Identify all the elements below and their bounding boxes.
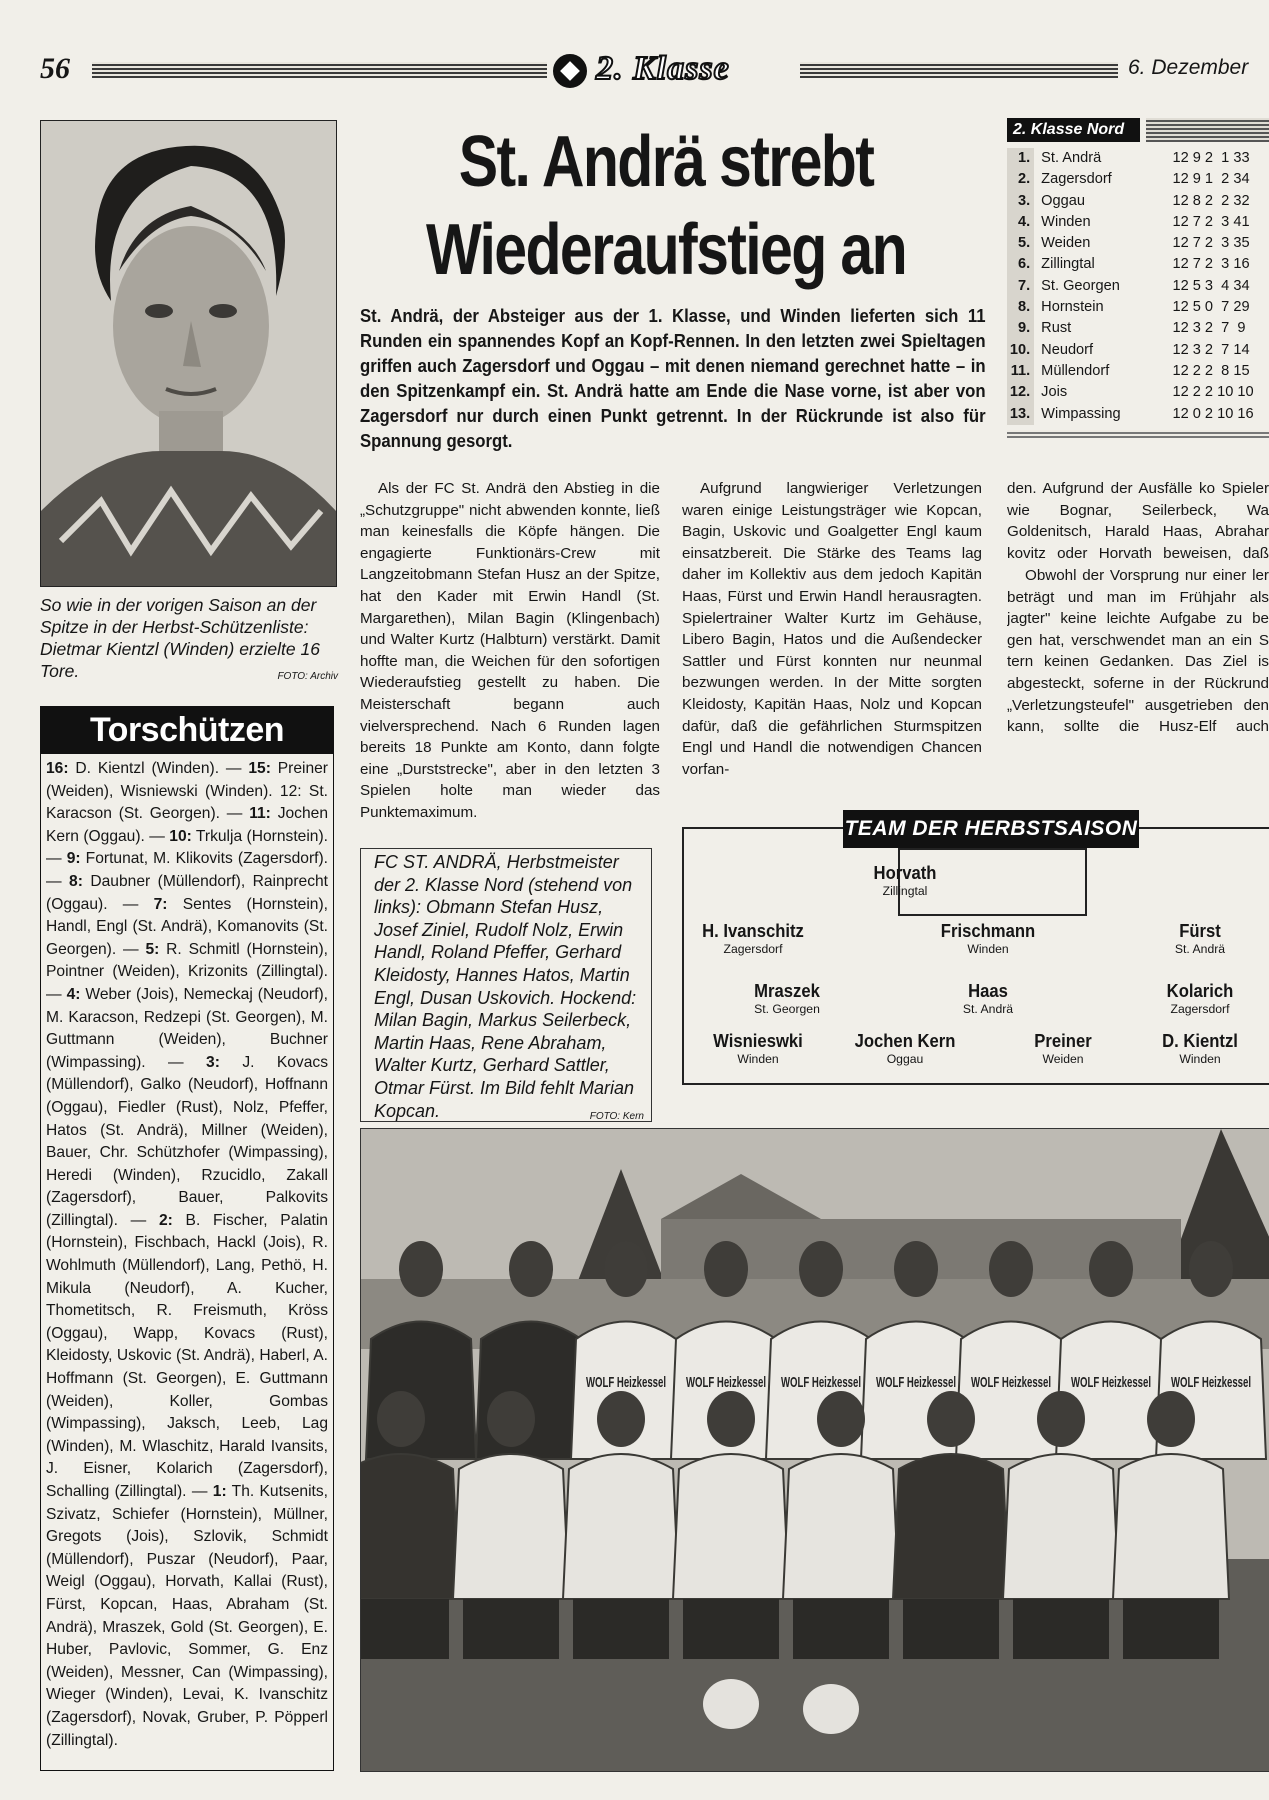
article-headline [412,118,920,294]
scorers-list: 16: D. Kientzl (Winden). — 15: Preiner (Weiden), Wisniewski (Winden). 12: St. Karacson (St. Georgen). — 11: Jochen Kern (Oggau). — 10: Trkulja (Hornstein). — 9: Fortunat, M. Klikovits (Zagersdorf). — 8: Daubner (Müllendorf), Rainprecht (Oggau). — 7: Sentes (Hornstein), Handl, Engl (St. Andrä), Komanovits (St. Georgen). — 5: R. Schmitl (Hornstein), Pointner (Weiden), Krizonits (Zillingtal). — 4: Weber (Jois), Nemeckaj (Neudorf), M. Karacson, Redzepi (St. Georgen), M. Guttmann (Weiden), Buchner (Wimpassing). — 3: J. Kovacs (Müllendorf), Galko (Neudorf), Hoffnann (Oggau), Fiedler (Rust), Nolz, Pfeffer, Hatos (St. Andrä), Millner (Weiden), Bauer, Chr. Schützhofer (Wimpassing), Heredi (Winden), Rzucidlo, Zakall (Zagersdorf), Bauer, Palkovits (Zillingtal). — 2: B. Fischer, Palatin (Hornstein), Fischbach, Hackl (Jois), R. Wohlmuth (Müllendorf), Lang, Pethö, H. Mikula (Neudorf), A. Kucher, Thometitsch, R. Freismuth, Kröss (Oggau), Wapp, Kovacs (Rust), Kleidosty, Uskovic (St. Andrä), Haberl, A. Hoffmann (St. Georgen), E. Guttmann (Weiden), Koller, Gombas (Wimpassing), Jaksch, Leeb, Lag (Winden), M. Wlaschitz, Harald Ivansits, J. Eisner, Kolarich (Zagersdorf), Schalling (Zillingtal). — 1: Th. Kutsenits, Szivatz, Schiefer (Hornstein), Müllner, Gregots (Jois), Szlovik, Schmidt (Müllendorf), Puszar (Neudorf), Paar, Weigl (Oggau), Horvath, Kallai (Rust), Fürst, Kopcan, Haas, Abraham (St. Andrä), Mraszek, Gold (St. Georgen), E. Huber, Pavlovic, Sommer, G. Enz (Weiden), Messner, Can (Wimpassing), Wieger (Winden), Levai, K. Ivanschitz (Zagersdorf), Novak, Gruber, P. Pöpperl (Zillingtal). [46,760,329,1749]
page-number: 56 [40,52,70,85]
lineup-player-club: Weiden [1042,1052,1084,1066]
svg-text:WOLF Heizkessel: WOLF Heizkessel [971,1374,1051,1391]
team-of-season-title: TEAM DER HERBSTSAISON [843,810,1139,848]
lineup-player-name: Haas [968,980,1008,1001]
team-photo-credit: FOTO: Kern [589,1110,644,1122]
lineup-player-club: St. Andrä [1174,942,1226,956]
svg-text:WOLF Heizkessel: WOLF Heizkessel [781,1374,861,1391]
svg-text:WOLF Heizkessel: WOLF Heizkessel [1071,1374,1151,1391]
standings-rank: 5. [1007,233,1034,254]
standings-rank: 10. [1007,340,1034,361]
lineup-player-club: Winden [737,1052,779,1066]
standings-rank: 6. [1007,254,1034,275]
standings-team: Rust [1041,320,1072,337]
lineup-player [1115,980,1269,1017]
lineup-player [903,980,1073,1017]
standings-row [1007,169,1269,190]
standings-rank: 8. [1007,297,1034,318]
section-title: 2. Klasse [596,50,730,87]
standings-bottom-rule [1007,430,1269,438]
standings-rank: 11. [1007,361,1034,382]
standings-row [1007,212,1269,233]
portrait-photo [40,120,337,587]
standings-result: 12 3 2 7 14 [1172,341,1250,358]
standings-team: Jois [1041,384,1068,401]
portrait-caption [40,594,338,688]
lineup-player-club: Zillingtal [882,884,928,898]
lineup-player-name: Jochen Kern [854,1030,956,1051]
photo-caption [374,851,644,1128]
standings-result: 12 9 2 1 33 [1172,150,1250,166]
standings-row [1007,148,1269,169]
lineup-player [820,862,990,899]
article-column-2: Aufgrund langwieriger Verletzungen waren einige Leistungsträger wie Kopcan, Bagin, Uskovic und Goalgetter Engl kaum einsatzbereit. Die Stärke des Teams lag daher im Kollektiv aus dem jedoch Kapitän Haas, Fürst und Erwin Handl herausragten. Spielertrainer Walter Kurtz im Gehäuse, Libero Bagin, Hatos und die Außendecker Sattler und Fürst konnten nur neunmal bezwungen werden. In der Mitte sorgten Kleidosty, Kapitän Haas, Nolz und Kopcan dafür, daß die gefährlichen Sturmspitzen Engl und Handl die notwendigen Chancen vorfan- [682,480,982,778]
standings-result: 12 8 2 2 32 [1172,192,1250,209]
svg-text:WOLF Heizkessel: WOLF Heizkessel [686,1374,766,1391]
standings-team: Oggau [1041,192,1085,209]
standings-team: Zagersdorf [1041,171,1112,188]
lineup-player-club: St. Georgen [754,1002,820,1016]
issue-date: 6. Dezember [1128,56,1249,79]
portrait-photo-credit: FOTO: Archiv [277,671,338,682]
standings-row [1007,233,1269,254]
article-column-3 [1007,478,1269,739]
standings-team: St. Georgen [1041,277,1120,294]
standings-team: St. Andrä [1041,150,1102,166]
standings-row [1007,318,1269,339]
standings-row [1007,361,1269,382]
photo-caption-text: FC ST. ANDRÄ, Herbstmeister der 2. Klasse Nord (stehend von links): Obmann Stefan Husz, Josef Ziniel, Rudolf Nolz, Erwin Handl, Roland Pfeffer, Gerhard Kleidosty, Hannes Hatos, Martin Engl, Dusan Uskovich. Hockend: Milan Bagin, Markus Seilerbeck, Martin Haas, Rene Abraham, Walter Kurtz, Gerhard Sattler, Otmar Fürst. Im Bild fehlt Marian Kopcan. [374,852,637,1121]
standings-result: 12 2 2 10 10 [1172,384,1254,401]
standings-rank: 1. [1007,148,1034,169]
standings-row [1007,340,1269,361]
standings-result: 12 3 2 7 9 [1172,320,1246,337]
standings-result: 12 5 3 4 34 [1172,277,1250,294]
headline-line-1: St. Andrä strebt [458,122,874,202]
lineup-player [702,980,872,1017]
standings-table [1007,148,1269,425]
standings-row [1007,404,1269,425]
lineup-player-name: H. Ivanschitz [702,920,804,941]
lineup-player [668,920,838,957]
lineup-player-club: Winden [1179,1052,1221,1066]
standings-rank: 4. [1007,212,1034,233]
header-rule-left [92,62,547,78]
lineup-player [1115,920,1269,957]
standings-rank: 9. [1007,318,1034,339]
standings-result: 12 2 2 8 15 [1172,362,1250,379]
article-column-3-para-1: den. Aufgrund der Ausfälle ko Spieler wie Bognar, Seilerbeck, Wa Goldenitsch, Harald Haas, Abrahar kovitz oder Horvath beweisen, daß [1007,480,1269,562]
standings-rank: 3. [1007,191,1034,212]
lineup-player [903,920,1073,957]
standings-team: Hornstein [1041,299,1104,316]
standings-result: 12 7 2 3 41 [1172,213,1250,230]
standings-result: 12 7 2 3 16 [1172,256,1250,273]
standings-row [1007,297,1269,318]
lineup-player-name: Horvath [873,862,937,883]
lineup-player [673,1030,843,1067]
svg-text:WOLF Heizkessel: WOLF Heizkessel [876,1374,956,1391]
lineup-player-club: Oggau [886,1052,924,1066]
header-rule-right [800,62,1118,78]
standings-team: Wimpassing [1041,405,1121,422]
lineup-player-club: Winden [967,942,1009,956]
standings-team: Müllendorf [1041,362,1110,379]
lineup-player [1115,1030,1269,1067]
standings-title: 2. Klasse Nord [1007,118,1140,142]
team-photo [360,1128,1269,1772]
article-lead: St. Andrä, der Absteiger aus der 1. Klasse, und Winden lieferten sich 11 Runden ein spannendes Kopf an Kopf-Rennen. In den letzten zwei Spieltagen griffen auch Zagersdorf und Oggau – mit denen niemand gerechnet hatte – in den Spitzenkampf ein. St. Andrä hatte am Ende die Nase vorne, ist aber von Zagersdorf nur durch einen Punkt getrennt. In der Rückrunde ist also für Spannung gesorgt. [360,306,986,451]
standings-team: Neudorf [1041,341,1094,358]
standings-team: Winden [1041,213,1091,230]
lineup-player-name: Preiner [1034,1030,1092,1051]
headline-line-2: Wiederaufstieg an [425,210,907,290]
standings-team: Weiden [1041,235,1091,252]
article-column-1: Als der FC St. Andrä den Abstieg in die „Schutzgruppe" nicht abwenden konnte, ließ man keinesfalls die Köpfe hängen. Die engagierte Funktionärs-Crew mit Langzeitobmann Stefan Husz an der Spitze, hat den Kader mit Erwin Handl (St. Margarethen), Milan Bagin (Klingenbach) und Walter Kurtz (Halbturn) verstärkt. Damit hoffte man, die Weichen für den sofortigen Wiederaufstieg gestellt zu haben. Die Meisterschaft begann auch vielversprechend. Nach 6 Runden lagen bereits 18 Punkte am Konto, dann folgte eine „Durststrecke", aber in den letzten 3 Spielen holte man wieder das Punktemaximum. [360,480,660,821]
lineup-player-name: Fürst [1179,920,1221,941]
lineup-player-club: Zagersdorf [723,942,783,956]
standings-rank: 13. [1007,404,1034,425]
standings-title-rule [1146,118,1269,142]
standings-team: Zillingtal [1041,256,1095,273]
standings-result: 12 7 2 3 35 [1172,235,1250,252]
svg-text:WOLF Heizkessel: WOLF Heizkessel [1171,1374,1251,1391]
standings-result: 12 0 2 10 16 [1172,405,1254,422]
standings-row [1007,382,1269,403]
standings-rank: 2. [1007,169,1034,190]
lineup-player [820,1030,990,1067]
article-column-3-para-2: Obwohl der Vorsprung nur einer ler beträgt und man im Frühjahr als jagter" keine leichte Aufgabe zu be gen hat, verschwendet man an ein S tern keinen Gedanken. Das Ziel is abgesteckt, soferne in der Rückrund „Verletzungsteufel" ausgetrieben den kann, sollte die Husz-Elf auch [1007,567,1269,736]
lineup-player-name: Mraszek [754,980,820,1001]
lineup-player-club: St. Andrä [962,1002,1014,1016]
lineup-player-name: Kolarich [1166,980,1234,1001]
lineup-player-club: Zagersdorf [1170,1002,1230,1016]
lineup-player-name: Wisnieswki [713,1030,803,1051]
standings-row [1007,191,1269,212]
standings-result: 12 9 1 2 34 [1172,171,1250,188]
lineup-player-name: D. Kientzl [1162,1030,1238,1051]
standings-row [1007,276,1269,297]
standings-row [1007,254,1269,275]
svg-text:WOLF Heizkessel: WOLF Heizkessel [586,1374,666,1391]
lineup-player-name: Frischmann [940,920,1036,941]
standings-rank: 7. [1007,276,1034,297]
standings-rank: 12. [1007,382,1034,403]
scorers-heading: Torschützen [40,706,334,754]
portrait-caption-text: So wie in der vorigen Saison an der Spitze in der Herbst-Schützenliste: Dietmar Kientzl (Winden) erzielte 16 Tore. [40,595,320,681]
football-icon [553,54,587,88]
standings-result: 12 5 0 7 29 [1172,299,1250,316]
